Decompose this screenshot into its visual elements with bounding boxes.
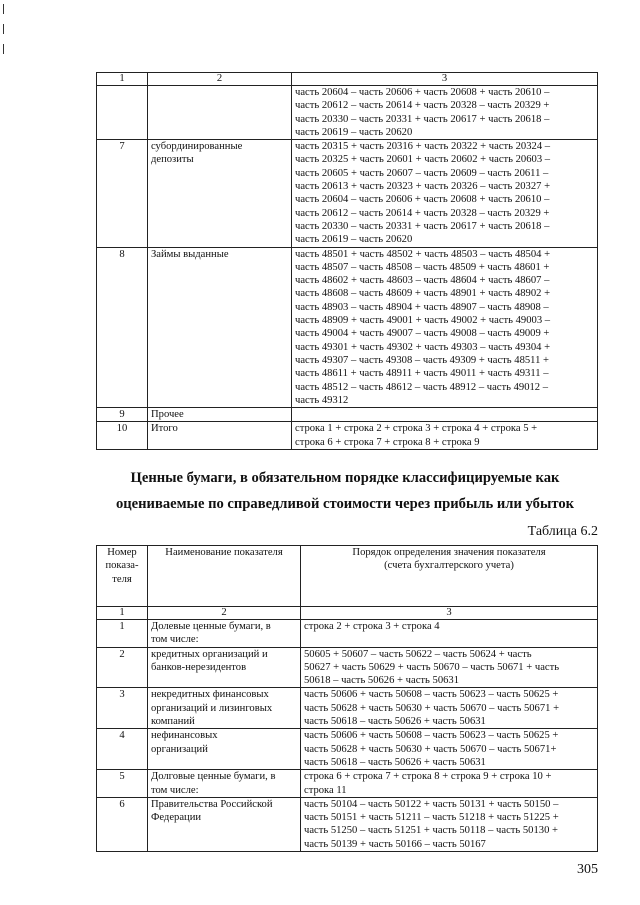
indicator-name [148, 647, 301, 688]
formula-line: часть 49307 – часть 49308 – часть 49309 + часть 48511 + [295, 354, 549, 366]
formula-line: часть 20605 + часть 20607 – часть 20609 – часть 20611 – [295, 167, 549, 179]
formula-line: часть 50618 – часть 50626 + часть 50631 [304, 756, 486, 768]
calculation-formula [292, 86, 598, 140]
formula-line: часть 50151 + часть 51211 – часть 51218 + часть 51225 + [304, 812, 559, 824]
indicator-name [148, 86, 292, 140]
formula-line: часть 20604 – часть 20606 + часть 20608 + часть 20610 – [295, 194, 550, 206]
formula-line: строка 2 + строка 3 + строка 4 [304, 621, 440, 632]
table-row [97, 729, 598, 770]
formula-line: часть 50618 – часть 50626 + часть 50631 [304, 716, 486, 728]
row-number: 5 [97, 770, 148, 798]
row-number: 3 [97, 688, 148, 729]
formula-line: часть 48611 + часть 48911 + часть 49011 + часть 49311 – [295, 368, 549, 380]
row-number: 8 [97, 247, 148, 408]
formula-line: строка 1 + строка 2 + строка 3 + строка 4 + строка 5 + [295, 423, 538, 435]
formula-line: часть 20315 + часть 20316 + часть 20322 + часть 20324 – [295, 141, 551, 153]
indicator-name [148, 797, 301, 851]
row-number: 6 [97, 797, 148, 851]
formula-line: 50605 + 50607 – часть 50622 – часть 50624 + часть [304, 648, 532, 660]
formula-line: часть 20325 + часть 20601 + часть 20602 + часть 20603 – [295, 154, 551, 166]
formula-line: часть 49004 + часть 49007 – часть 49008 – часть 49009 + [295, 328, 550, 340]
head-text: показа- [105, 560, 139, 572]
head-text: теля [112, 573, 132, 585]
formula-line: строка 6 + строка 7 + строка 8 + строка 9 [295, 436, 480, 448]
indicator-name [148, 688, 301, 729]
indicator-name [148, 408, 292, 422]
table-row [97, 620, 598, 648]
table-caption: Таблица 6.2 [527, 524, 598, 539]
calculation-formula [292, 422, 598, 450]
indicator-name-line: том числе: [151, 634, 199, 646]
formula-line: часть 50628 + часть 50630 + часть 50670 – часть 50671+ [304, 743, 557, 755]
calculation-formula [301, 647, 598, 688]
table-column-numbers [97, 607, 598, 620]
row-number: 7 [97, 140, 148, 247]
indicator-name-line: депозиты [151, 154, 194, 166]
section-heading-line-2: оцениваемые по справедливой стоимости через прибыль или убыток [115, 496, 575, 512]
formula-line: часть 50139 + часть 50166 – часть 50167 [304, 838, 486, 850]
head-number [97, 546, 148, 607]
table-row [97, 688, 598, 729]
indicator-name [148, 422, 292, 450]
formula-line: 50618 – часть 50626 + часть 50631 [304, 675, 460, 687]
calculation-formula [301, 729, 598, 770]
indicator-name [148, 729, 301, 770]
indicator-name [148, 247, 292, 408]
row-number: 2 [97, 647, 148, 688]
header-cell: 3 [292, 73, 598, 86]
indicator-name-line: Займы выданные [151, 248, 229, 260]
calculation-formula [301, 688, 598, 729]
indicator-name-line: том числе: [151, 784, 199, 796]
header-cell: 1 [97, 607, 148, 620]
formula-line: часть 49301 + часть 49302 + часть 49303 – часть 49304 + [295, 341, 551, 353]
indicator-name-line: компаний [151, 716, 195, 728]
indicator-name-line: Правительства Российской [151, 798, 273, 810]
calculation-formula [301, 797, 598, 851]
table-column-numbers [97, 73, 598, 86]
formula-line: часть 48507 – часть 48508 – часть 48509 + часть 48601 + [295, 261, 550, 273]
indicator-name-line: Прочее [151, 409, 184, 421]
formula-line: часть 20604 – часть 20606 + часть 20608 + часть 20610 – [295, 87, 550, 98]
head-text: Порядок определения значения показателя [352, 547, 546, 558]
page-number: 305 [577, 862, 598, 877]
calculation-formula [292, 408, 598, 422]
section-heading-line-1: Ценные бумаги, в обязательном порядке классифицируемые как [130, 470, 560, 486]
head-name [148, 546, 301, 607]
formula-line: часть 51250 – часть 51251 + часть 50118 – часть 50130 + [304, 825, 558, 837]
formula-line: часть 50628 + часть 50630 + часть 50670 – часть 50671 + [304, 702, 560, 714]
formula-line: часть 20330 – часть 20331 + часть 20617 + часть 20618 – [295, 113, 550, 125]
indicator-name-line: Долевые ценные бумаги, в [151, 621, 271, 632]
header-cell: 3 [301, 607, 598, 620]
row-number [97, 86, 148, 140]
row-number: 4 [97, 729, 148, 770]
formula-line: часть 20330 – часть 20331 + часть 20617 + часть 20618 – [295, 220, 550, 232]
formula-line: часть 48909 + часть 49001 + часть 49002 + часть 49003 – [295, 315, 551, 327]
table-row [97, 247, 598, 408]
row-number: 1 [97, 620, 148, 648]
calculation-formula [292, 247, 598, 408]
formula-line: часть 50606 + часть 50608 – часть 50623 – часть 50625 + [304, 689, 559, 701]
formula-line: часть 20612 – часть 20614 + часть 20328 – часть 20329 + [295, 207, 550, 219]
formula-line: часть 20619 – часть 20620 [295, 126, 413, 138]
calculation-formula [301, 770, 598, 798]
table-row [97, 797, 598, 851]
indicator-name [148, 620, 301, 648]
formula-line: часть 48512 – часть 48612 – часть 48912 – часть 49012 – [295, 381, 549, 393]
table-row [97, 140, 598, 247]
header-cell: 2 [148, 73, 292, 86]
table-row [97, 647, 598, 688]
calculation-formula [292, 140, 598, 247]
table-6-2 [96, 545, 598, 852]
row-number: 10 [97, 422, 148, 450]
table-row [97, 86, 598, 140]
indicator-name-line: кредитных организаций и [151, 648, 268, 660]
table-head-row [97, 546, 598, 607]
head-text: Номер [107, 547, 137, 558]
table-continued [96, 72, 598, 450]
formula-line: часть 48501 + часть 48502 + часть 48503 – часть 48504 + [295, 248, 551, 260]
calculation-formula [301, 620, 598, 648]
formula-line: часть 20613 + часть 20323 + часть 20326 – часть 20327 + [295, 181, 551, 193]
head-text: Наименование показателя [165, 547, 283, 558]
table-row [97, 408, 598, 422]
formula-line: часть 20619 – часть 20620 [295, 234, 413, 246]
formula-line: строка 6 + строка 7 + строка 8 + строка 9 + строка 10 + [304, 771, 552, 783]
header-cell: 2 [148, 607, 301, 620]
formula-line: часть 48608 – часть 48609 + часть 48901 + часть 48902 + [295, 288, 551, 300]
indicator-name-line: Федерации [151, 812, 202, 824]
formula-line: часть 50606 + часть 50608 – часть 50623 – часть 50625 + [304, 730, 559, 742]
formula-line: часть 49312 [295, 394, 349, 406]
formula-line: часть 48903 – часть 48904 + часть 48907 – часть 48908 – [295, 301, 549, 313]
indicator-name [148, 140, 292, 247]
head-text: (счета бухгалтерского учета) [384, 560, 514, 572]
formula-line: часть 20612 – часть 20614 + часть 20328 – часть 20329 + [295, 100, 550, 112]
indicator-name-line: нефинансовых [151, 730, 218, 742]
head-formula [301, 546, 598, 607]
indicator-name-line: банков-нерезидентов [151, 661, 247, 673]
indicator-name-line: Итого [151, 423, 178, 435]
indicator-name-line: некредитных финансовых [151, 689, 269, 701]
formula-line: 50627 + часть 50629 + часть 50670 – часть 50671 + часть [304, 661, 560, 673]
row-number: 9 [97, 408, 148, 422]
header-cell: 1 [97, 73, 148, 86]
indicator-name-line: организаций и лизинговых [151, 702, 273, 714]
margin-marks [3, 4, 5, 64]
formula-line: строка 11 [304, 784, 347, 796]
indicator-name-line: организаций [151, 743, 208, 755]
table-row [97, 770, 598, 798]
formula-line: часть 50104 – часть 50122 + часть 50131 + часть 50150 – [304, 798, 559, 810]
indicator-name-line: Долговые ценные бумаги, в [151, 771, 276, 783]
table-row [97, 422, 598, 450]
indicator-name [148, 770, 301, 798]
formula-line: часть 48602 + часть 48603 – часть 48604 + часть 48607 – [295, 275, 550, 287]
indicator-name-line: субординированные [151, 141, 243, 153]
